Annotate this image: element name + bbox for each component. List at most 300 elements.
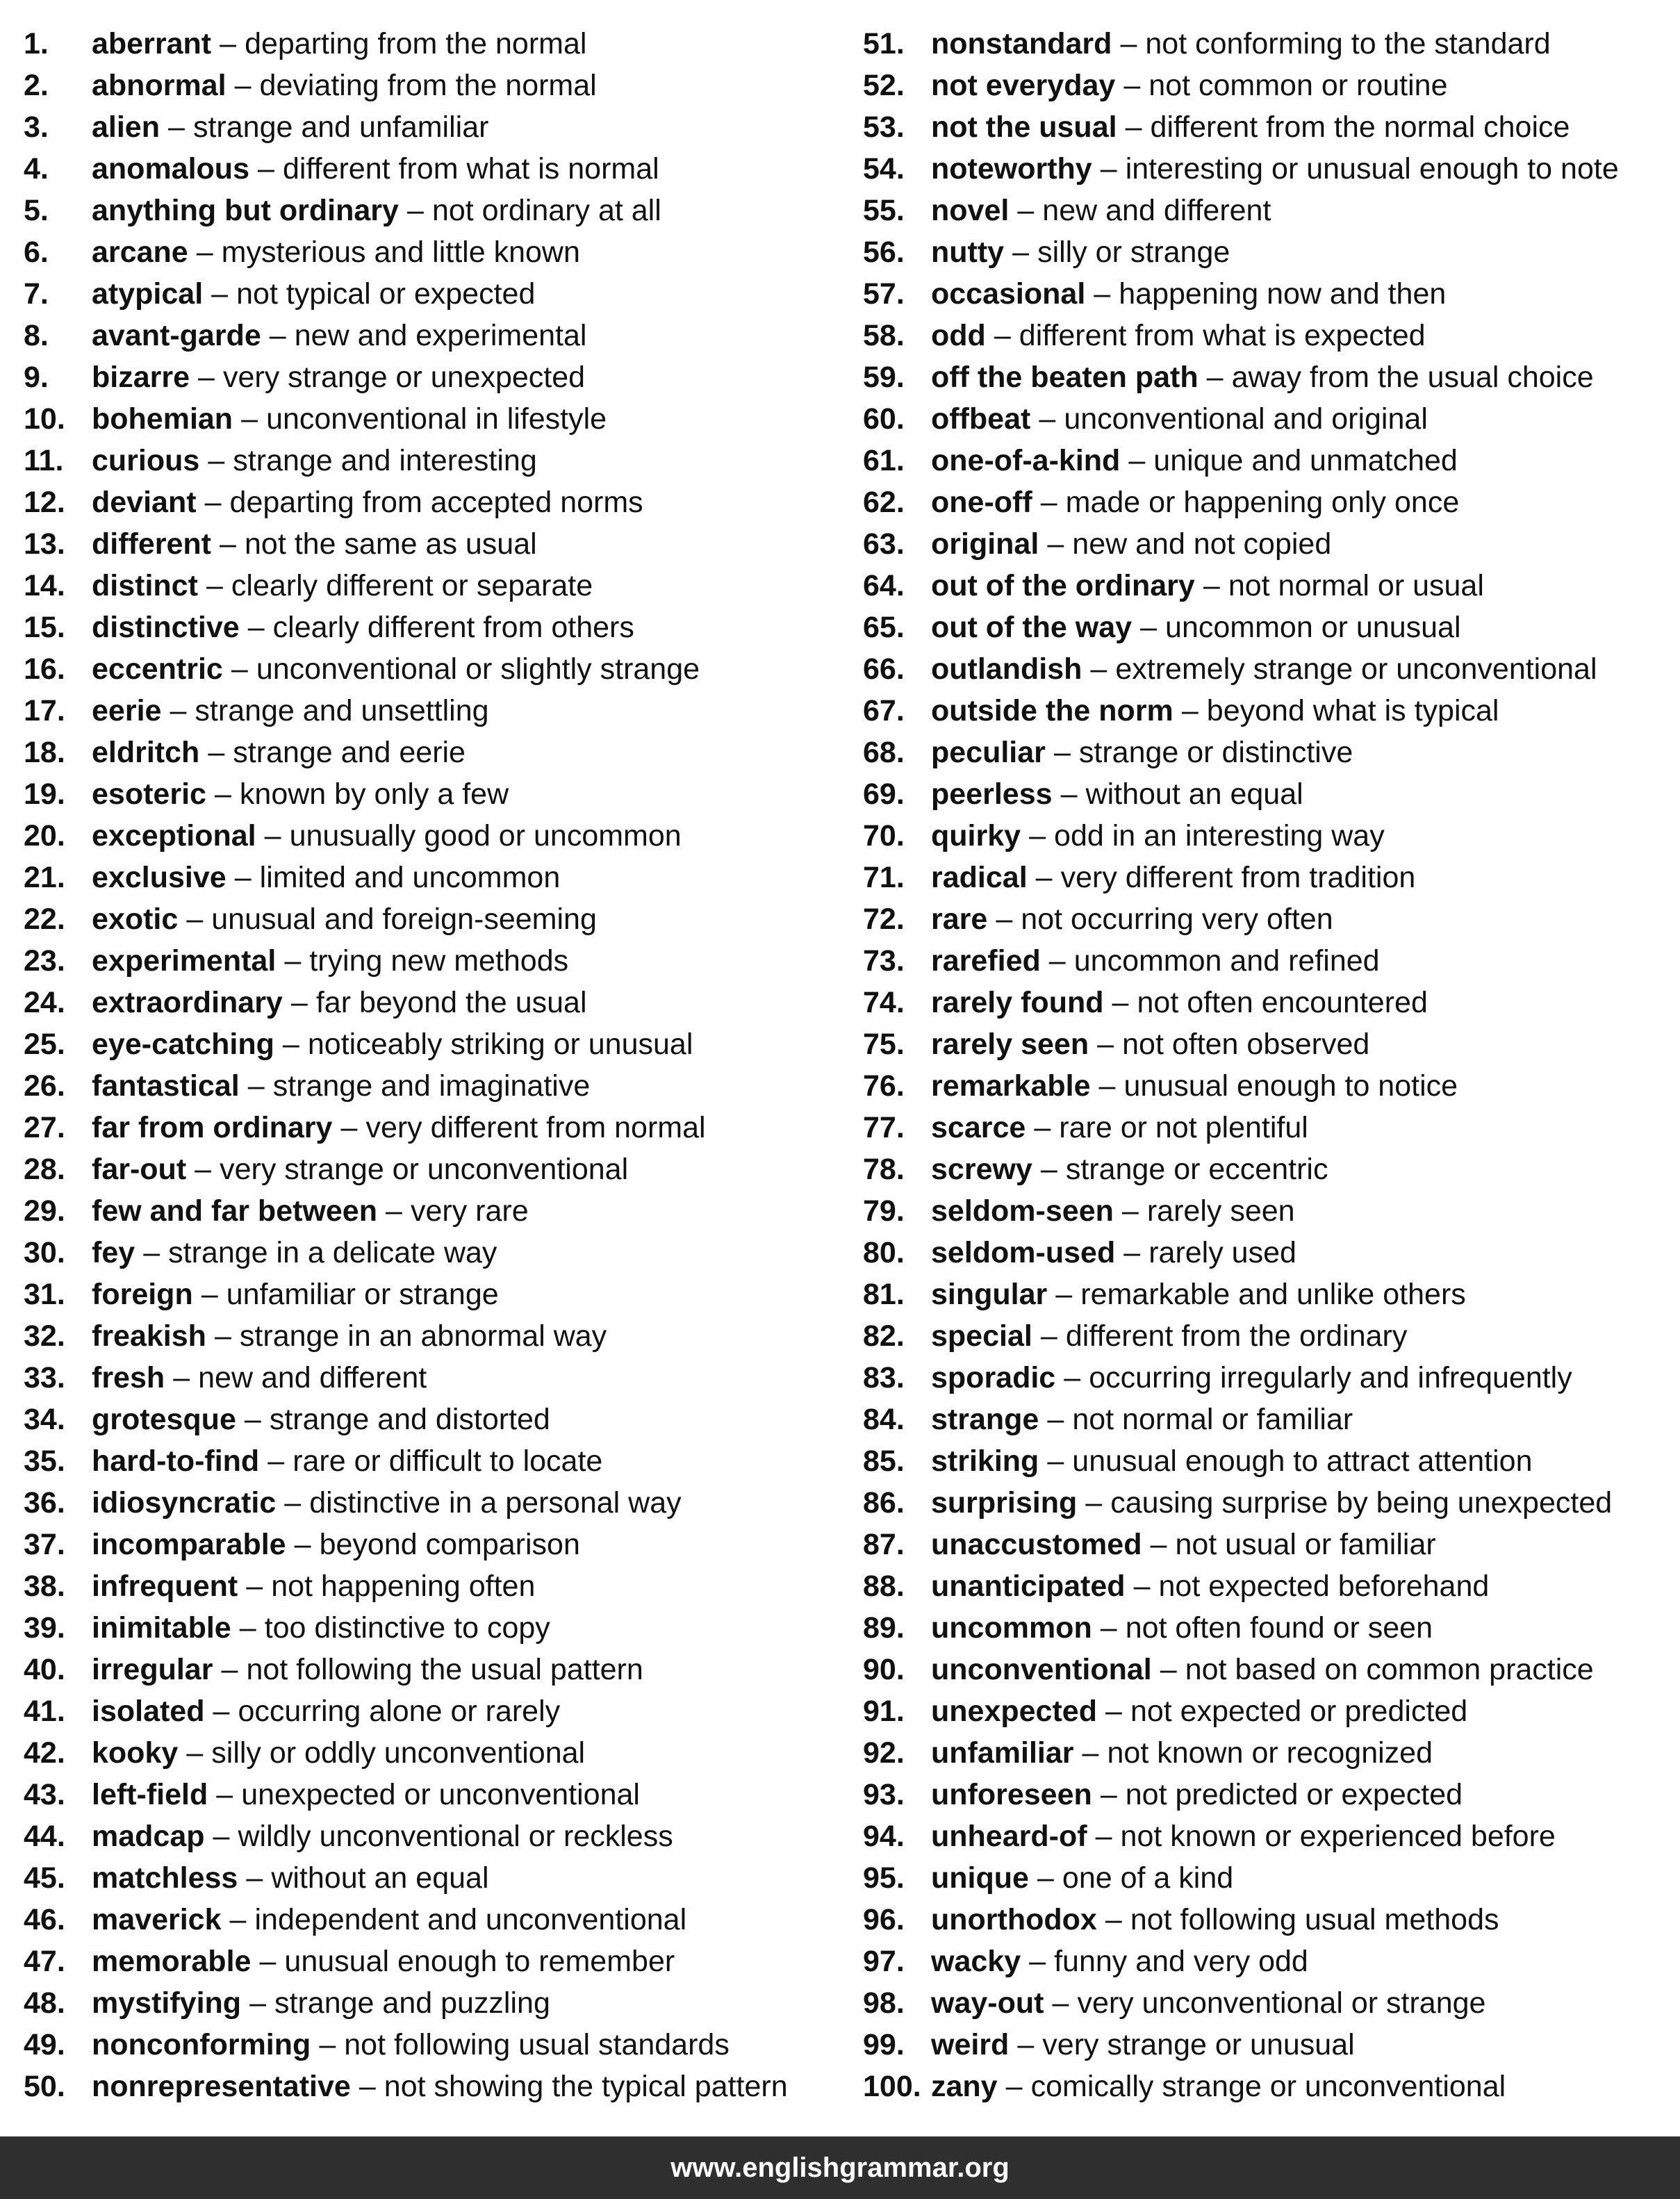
item-word: out of the ordinary (931, 569, 1195, 602)
list-item (863, 1899, 1680, 1941)
list-item (863, 1857, 1680, 1899)
list-item (24, 2066, 857, 2107)
item-dash: – (1112, 986, 1129, 1019)
item-word: unheard-of (931, 1820, 1087, 1853)
item-number: 94. (863, 1820, 905, 1853)
list-item (863, 1274, 1680, 1315)
item-definition: not based on common practice (1185, 1653, 1594, 1686)
item-definition: causing surprise by being unexpected (1110, 1486, 1613, 1519)
item-dash: – (1098, 1069, 1116, 1103)
item-dash: – (1055, 1278, 1073, 1311)
item-dash: – (1017, 194, 1035, 227)
item-dash: – (1123, 69, 1141, 102)
item-dash: – (1005, 2070, 1023, 2103)
item-number: 51. (863, 27, 905, 60)
item-definition: unexpected or unconventional (241, 1778, 640, 1811)
item-word: one-of-a-kind (931, 444, 1121, 477)
item-dash: – (1034, 1111, 1051, 1144)
item-number: 83. (863, 1361, 905, 1394)
item-number: 96. (863, 1903, 905, 1936)
list-item (24, 982, 857, 1023)
list-item (24, 1607, 857, 1649)
list-item (863, 523, 1680, 565)
list-item (24, 1148, 857, 1190)
list-item (24, 2024, 857, 2066)
item-word: distinct (92, 569, 198, 602)
list-item (24, 1107, 857, 1148)
item-definition: very different from normal (365, 1111, 706, 1144)
list-item (24, 1482, 857, 1524)
list-item (24, 1399, 857, 1440)
item-word: alien (92, 110, 160, 144)
item-definition: strange or eccentric (1065, 1153, 1328, 1186)
item-number: 95. (863, 1861, 905, 1895)
list-item (24, 65, 857, 106)
item-definition: not happening often (271, 1570, 536, 1603)
item-dash: – (994, 319, 1011, 352)
item-word: rare (931, 903, 988, 936)
item-definition: not normal or usual (1228, 569, 1484, 602)
item-definition: strange in a delicate way (168, 1236, 497, 1269)
item-number: 74. (863, 986, 905, 1019)
item-word: unfamiliar (931, 1736, 1074, 1770)
list-item (863, 1732, 1680, 1774)
item-number: 5. (24, 194, 49, 227)
item-number: 91. (863, 1695, 905, 1728)
item-word: irregular (92, 1653, 213, 1686)
item-definition: known by only a few (239, 777, 509, 811)
list-item (24, 898, 857, 940)
item-definition: not following usual methods (1130, 1903, 1499, 1936)
item-definition: uncommon or unusual (1165, 611, 1461, 644)
item-number: 50. (24, 2070, 65, 2103)
item-dash: – (1064, 1361, 1081, 1394)
item-word: not everyday (931, 69, 1116, 102)
item-word: weird (931, 2028, 1010, 2061)
list-item (863, 2066, 1680, 2107)
item-dash: – (208, 736, 225, 769)
item-definition: new and not copied (1072, 527, 1332, 561)
list-item (24, 273, 857, 315)
item-number: 36. (24, 1486, 65, 1519)
item-word: maverick (92, 1903, 222, 1936)
item-number: 42. (24, 1736, 65, 1770)
list-item (24, 648, 857, 690)
item-word: avant-garde (92, 319, 261, 352)
item-dash: – (247, 611, 265, 644)
item-number: 21. (24, 861, 65, 894)
item-number: 71. (863, 861, 905, 894)
item-definition: not often observed (1122, 1028, 1370, 1061)
item-word: grotesque (92, 1403, 236, 1436)
list-item (24, 1274, 857, 1315)
item-number: 20. (24, 819, 65, 853)
item-dash: – (234, 861, 252, 894)
item-dash: – (1040, 486, 1057, 519)
item-definition: unconventional in lifestyle (266, 402, 607, 436)
item-definition: uncommon and refined (1073, 944, 1380, 978)
item-number: 69. (863, 777, 905, 811)
list-item (24, 1899, 857, 1941)
item-number: 87. (863, 1528, 905, 1561)
item-dash: – (208, 444, 225, 477)
item-definition: not known or experienced before (1120, 1820, 1556, 1853)
item-word: kooky (92, 1736, 179, 1770)
item-number: 61. (863, 444, 905, 477)
list-item (863, 65, 1680, 106)
item-word: nonstandard (931, 27, 1112, 60)
item-dash: – (196, 236, 213, 269)
item-number: 41. (24, 1695, 65, 1728)
item-number: 32. (24, 1319, 65, 1353)
item-definition: unusual enough to remember (284, 1945, 675, 1978)
item-dash: – (269, 319, 286, 352)
item-number: 12. (24, 486, 65, 519)
item-dash: – (234, 69, 252, 102)
list-item (24, 148, 857, 190)
item-dash: – (214, 1319, 231, 1353)
item-number: 15. (24, 611, 65, 644)
item-definition: departing from accepted norms (229, 486, 643, 519)
item-definition: very strange or unconventional (220, 1153, 629, 1186)
item-word: unorthodox (931, 1903, 1097, 1936)
item-number: 16. (24, 652, 65, 686)
item-dash: – (1060, 777, 1078, 811)
list-item (863, 273, 1680, 315)
list-item (863, 607, 1680, 648)
item-dash: – (1040, 1319, 1057, 1353)
item-definition: strange in an abnormal way (239, 1319, 607, 1353)
item-number: 93. (863, 1778, 905, 1811)
item-word: extraordinary (92, 986, 283, 1019)
item-number: 28. (24, 1153, 65, 1186)
item-dash: – (1100, 1611, 1117, 1645)
item-dash: – (267, 1444, 285, 1478)
item-definition: not expected beforehand (1158, 1570, 1490, 1603)
item-word: eldritch (92, 736, 200, 769)
item-dash: – (198, 361, 215, 394)
list-item (863, 1815, 1680, 1857)
item-dash: – (231, 652, 248, 686)
item-word: anything but ordinary (92, 194, 399, 227)
item-number: 82. (863, 1319, 905, 1353)
item-number: 39. (24, 1611, 65, 1645)
item-dash: – (220, 527, 236, 561)
item-dash: – (1052, 1986, 1069, 2020)
item-definition: noticeably striking or unusual (307, 1028, 693, 1061)
item-number: 48. (24, 1986, 65, 2020)
item-number: 98. (863, 1986, 905, 2020)
item-definition: rare or difficult to locate (293, 1444, 603, 1478)
list-item (863, 648, 1680, 690)
item-definition: happening now and then (1119, 277, 1447, 311)
item-dash: – (406, 194, 424, 227)
item-number: 35. (24, 1444, 65, 1478)
item-definition: not often encountered (1137, 986, 1428, 1019)
item-definition: made or happening only once (1065, 486, 1460, 519)
item-definition: silly or oddly unconventional (211, 1736, 586, 1770)
item-word: fresh (92, 1361, 165, 1394)
item-word: arcane (92, 236, 188, 269)
item-word: few and far between (92, 1194, 377, 1228)
item-word: original (931, 527, 1039, 561)
item-number: 62. (863, 486, 905, 519)
item-number: 2. (24, 69, 49, 102)
item-definition: not following usual standards (344, 2028, 730, 2061)
item-number: 58. (863, 319, 905, 352)
item-word: far-out (92, 1153, 187, 1186)
item-definition: not known or recognized (1107, 1736, 1433, 1770)
item-definition: clearly different from others (272, 611, 634, 644)
item-dash: – (229, 1903, 247, 1936)
item-number: 34. (24, 1403, 65, 1436)
item-dash: – (1048, 944, 1066, 978)
item-word: seldom-seen (931, 1194, 1114, 1228)
list-item (863, 231, 1680, 273)
item-dash: – (204, 486, 222, 519)
item-definition: new and different (1042, 194, 1271, 227)
item-definition: not usual or familiar (1175, 1528, 1436, 1561)
item-definition: very unconventional or strange (1077, 1986, 1486, 2020)
item-definition: not typical or expected (236, 277, 536, 311)
item-word: bizarre (92, 361, 190, 394)
item-dash: – (386, 1194, 402, 1228)
item-word: nutty (931, 236, 1005, 269)
item-definition: new and experimental (294, 319, 587, 352)
item-dash: – (216, 1778, 233, 1811)
item-word: bohemian (92, 402, 233, 436)
item-number: 37. (24, 1528, 65, 1561)
item-word: memorable (92, 1945, 252, 1978)
item-number: 79. (863, 1194, 905, 1228)
item-word: uncommon (931, 1611, 1092, 1645)
item-number: 92. (863, 1736, 905, 1770)
item-number: 23. (24, 944, 65, 978)
item-number: 73. (863, 944, 905, 978)
item-dash: – (1133, 1570, 1151, 1603)
list-item (863, 1440, 1680, 1482)
item-word: rarely found (931, 986, 1104, 1019)
item-definition: strange and unfamiliar (192, 110, 489, 144)
item-number: 81. (863, 1278, 905, 1311)
item-number: 97. (863, 1945, 905, 1978)
item-definition: not common or routine (1148, 69, 1448, 102)
list-item (863, 1315, 1680, 1357)
item-number: 8. (24, 319, 49, 352)
item-word: exclusive (92, 861, 227, 894)
list-item (24, 1524, 857, 1565)
item-definition: too distinctive to copy (264, 1611, 550, 1645)
item-dash: – (239, 1611, 256, 1645)
item-dash: – (1039, 402, 1056, 436)
list-item (24, 190, 857, 231)
list-item (24, 1690, 857, 1732)
item-definition: not conforming to the standard (1145, 27, 1551, 60)
item-dash: – (143, 1236, 160, 1269)
item-number: 10. (24, 402, 65, 436)
list-item (24, 106, 857, 148)
item-definition: very strange or unexpected (223, 361, 586, 394)
item-word: infrequent (92, 1570, 238, 1603)
item-number: 100. (863, 2070, 921, 2103)
item-definition: without an equal (271, 1861, 489, 1895)
item-number: 86. (863, 1486, 905, 1519)
item-word: out of the way (931, 611, 1133, 644)
list-item (24, 690, 857, 732)
item-definition: not often found or seen (1125, 1611, 1433, 1645)
item-number: 18. (24, 736, 65, 769)
item-dash: – (1160, 1653, 1177, 1686)
item-word: off the beaten path (931, 361, 1199, 394)
list-item (24, 565, 857, 607)
item-word: one-off (931, 486, 1032, 519)
item-dash: – (282, 1028, 299, 1061)
item-dash: – (258, 152, 274, 186)
item-word: madcap (92, 1820, 205, 1853)
list-item (24, 398, 857, 440)
item-word: noteworthy (931, 152, 1092, 186)
footer-url[interactable]: www.englishgrammar.org (670, 2152, 1010, 2183)
item-dash: – (221, 1653, 238, 1686)
item-dash: – (186, 1736, 204, 1770)
item-dash: – (1040, 1153, 1057, 1186)
item-dash: – (1150, 1528, 1167, 1561)
item-definition: silly or strange (1037, 236, 1230, 269)
list-item (863, 440, 1680, 481)
item-definition: unique and unmatched (1153, 444, 1458, 477)
item-number: 11. (24, 444, 64, 477)
item-number: 29. (24, 1194, 65, 1228)
item-number: 45. (24, 1861, 65, 1895)
item-definition: interesting or unusual enough to note (1125, 152, 1619, 186)
list-item (863, 1065, 1680, 1107)
item-dash: – (1047, 527, 1064, 561)
item-dash: – (213, 1695, 230, 1728)
item-dash: – (1090, 652, 1107, 686)
item-dash: – (244, 1403, 261, 1436)
item-word: not the usual (931, 110, 1117, 144)
item-word: mystifying (92, 1986, 242, 2020)
list-item (863, 1107, 1680, 1148)
item-word: quirky (931, 819, 1021, 853)
item-dash: – (1206, 361, 1224, 394)
item-dash: – (170, 694, 187, 727)
item-definition: strange and puzzling (274, 1986, 550, 2020)
item-definition: departing from the normal (245, 27, 587, 60)
item-word: outlandish (931, 652, 1082, 686)
item-number: 57. (863, 277, 905, 311)
item-word: rarefied (931, 944, 1041, 978)
item-dash: – (319, 2028, 336, 2061)
item-definition: not following the usual pattern (246, 1653, 643, 1686)
list-item (863, 481, 1680, 523)
item-word: esoteric (92, 777, 206, 811)
list-item (863, 940, 1680, 982)
list-item (863, 773, 1680, 815)
item-word: aberrant (92, 27, 212, 60)
item-number: 43. (24, 1778, 65, 1811)
list-item (24, 1357, 857, 1399)
item-definition: extremely strange or unconventional (1115, 652, 1597, 686)
list-item (863, 2024, 1680, 2066)
item-number: 33. (24, 1361, 65, 1394)
item-dash: – (1105, 1695, 1122, 1728)
item-definition: clearly different or separate (231, 569, 593, 602)
item-definition: mysterious and little known (221, 236, 580, 269)
item-definition: trying new methods (309, 944, 569, 978)
item-number: 24. (24, 986, 65, 1019)
item-dash: – (1029, 819, 1046, 853)
item-number: 6. (24, 236, 49, 269)
item-word: sporadic (931, 1361, 1056, 1394)
item-word: anomalous (92, 152, 249, 186)
list-item (24, 1815, 857, 1857)
item-dash: – (996, 903, 1013, 936)
list-item (863, 315, 1680, 356)
item-definition: not expected or predicted (1130, 1695, 1468, 1728)
item-word: radical (931, 861, 1028, 894)
item-number: 40. (24, 1653, 65, 1686)
footer-bar (0, 2136, 1680, 2199)
list-item (863, 23, 1680, 65)
item-number: 46. (24, 1903, 65, 1936)
item-definition: strange and eerie (233, 736, 466, 769)
item-number: 31. (24, 1278, 65, 1311)
item-word: idiosyncratic (92, 1486, 277, 1519)
item-number: 52. (863, 69, 905, 102)
list-item (863, 815, 1680, 857)
item-word: scarce (931, 1111, 1026, 1144)
item-number: 84. (863, 1403, 905, 1436)
list-item (863, 1482, 1680, 1524)
item-word: isolated (92, 1695, 205, 1728)
list-item (863, 148, 1680, 190)
list-item (24, 1982, 857, 2024)
item-number: 7. (24, 277, 49, 311)
item-word: unconventional (931, 1653, 1152, 1686)
list-item (863, 356, 1680, 398)
item-number: 53. (863, 110, 905, 144)
item-definition: rare or not plentiful (1059, 1111, 1308, 1144)
item-word: special (931, 1319, 1032, 1353)
item-dash: – (1094, 277, 1111, 311)
item-word: unaccustomed (931, 1528, 1142, 1561)
item-dash: – (1181, 694, 1199, 727)
item-word: fey (92, 1236, 135, 1269)
item-dash: – (264, 819, 281, 853)
item-definition: wildly unconventional or reckless (238, 1820, 673, 1853)
item-number: 77. (863, 1111, 905, 1144)
item-word: nonconforming (92, 2028, 311, 2061)
item-definition: unfamiliar or strange (226, 1278, 499, 1311)
item-dash: – (284, 944, 302, 978)
list-item (863, 1148, 1680, 1190)
item-dash: – (1047, 1403, 1064, 1436)
item-dash: – (359, 2070, 376, 2103)
item-word: unanticipated (931, 1570, 1126, 1603)
item-definition: unusually good or uncommon (289, 819, 682, 853)
item-number: 80. (863, 1236, 905, 1269)
item-number: 44. (24, 1820, 65, 1853)
item-dash: – (1035, 861, 1053, 894)
item-word: wacky (931, 1945, 1021, 1978)
item-word: unforeseen (931, 1778, 1092, 1811)
item-dash: – (1203, 569, 1220, 602)
item-number: 13. (24, 527, 65, 561)
item-word: experimental (92, 944, 277, 978)
item-word: distinctive (92, 611, 240, 644)
item-word: seldom-used (931, 1236, 1116, 1269)
